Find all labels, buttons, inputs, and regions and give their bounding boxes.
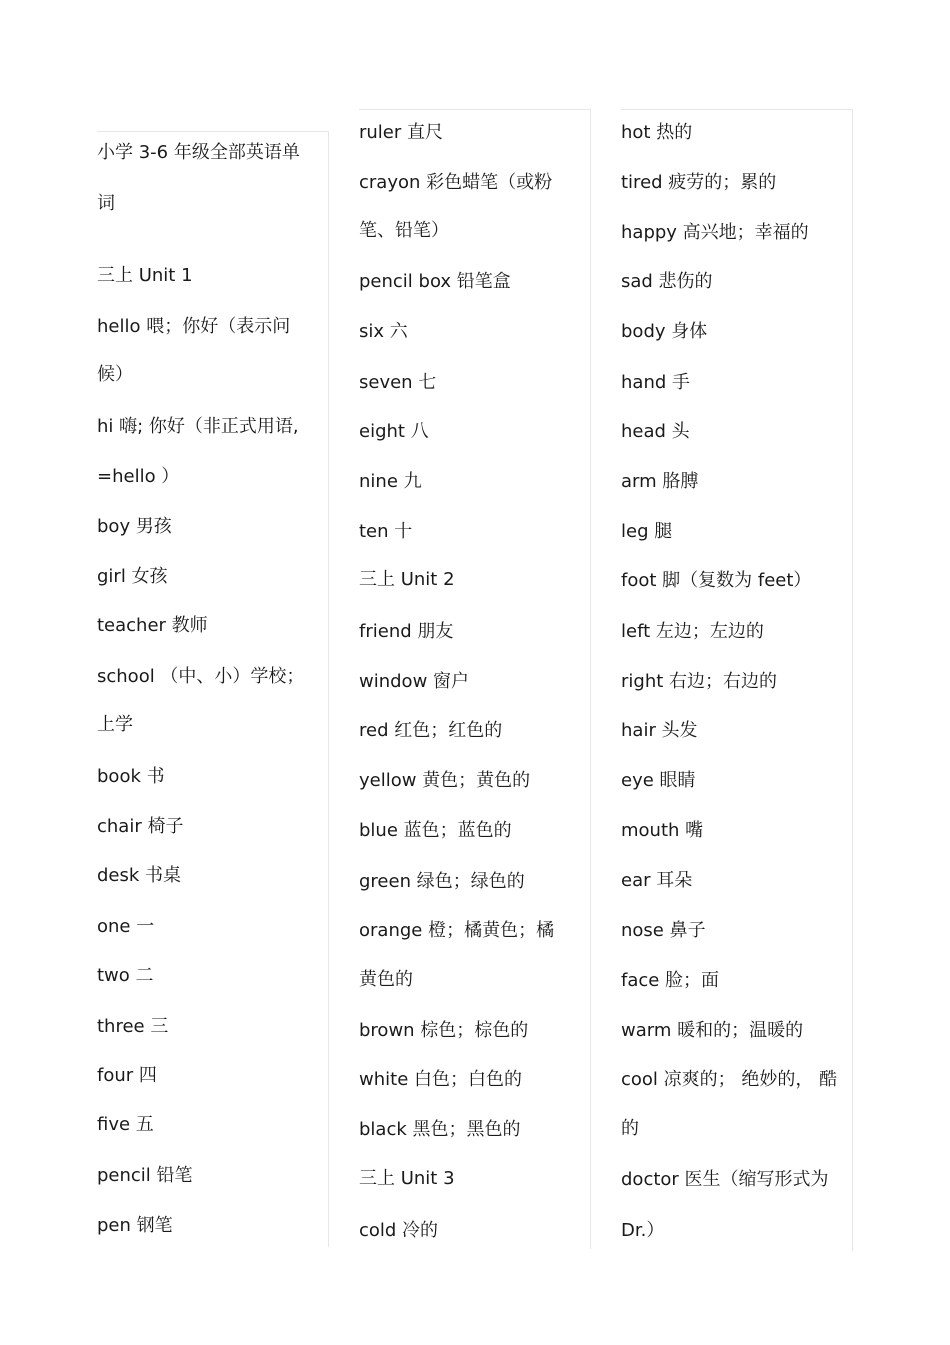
- vocab-column-1: [97, 131, 329, 1247]
- vocab-entry: teacher 教师: [97, 615, 208, 636]
- vocab-entry-cont: 候）: [97, 364, 133, 385]
- vocab-entry: black 黑色；黑色的: [359, 1119, 521, 1140]
- vocab-entry-cont: 黄色的: [359, 969, 413, 990]
- vocab-entry: leg 腿: [621, 521, 673, 542]
- vocab-entry-cont: Dr.）: [621, 1220, 665, 1241]
- vocab-entry: book 书: [97, 766, 165, 787]
- vocab-entry: four 四: [97, 1065, 157, 1086]
- vocab-entry: pencil 铅笔: [97, 1165, 193, 1186]
- vocab-entry: hand 手: [621, 372, 690, 393]
- vocab-entry: boy 男孩: [97, 516, 172, 537]
- vocab-entry: mouth 嘴: [621, 820, 704, 841]
- vocab-entry: three 三: [97, 1016, 169, 1037]
- vocab-column-2: [359, 109, 591, 1249]
- vocab-entry: right 右边；右边的: [621, 671, 778, 692]
- vocab-entry: girl 女孩: [97, 566, 168, 587]
- vocab-entry: window 窗户: [359, 671, 470, 692]
- vocab-entry: chair 椅子: [97, 816, 184, 837]
- vocab-entry: white 白色；白色的: [359, 1069, 522, 1090]
- vocab-entry: ruler 直尺: [359, 122, 444, 143]
- unit-heading: 三上 Unit 2: [359, 569, 455, 590]
- vocab-entry-cont: 的: [621, 1118, 639, 1139]
- vocab-entry: desk 书桌: [97, 865, 182, 886]
- vocab-entry: pen 钢笔: [97, 1215, 173, 1236]
- vocab-entry: happy 高兴地；幸福的: [621, 222, 809, 243]
- vocab-entry: body 身体: [621, 321, 708, 342]
- vocab-entry: six 六: [359, 321, 408, 342]
- vocab-entry: brown 棕色；棕色的: [359, 1020, 529, 1041]
- vocab-entry: nose 鼻子: [621, 920, 706, 941]
- vocab-entry: one 一: [97, 916, 155, 937]
- vocab-entry: sad 悲伤的: [621, 271, 713, 292]
- vocab-entry: yellow 黄色；黄色的: [359, 770, 531, 791]
- vocab-entry-cont: 上学: [97, 714, 133, 735]
- vocab-entry: arm 胳膊: [621, 471, 699, 492]
- vocab-entry: eye 眼睛: [621, 770, 696, 791]
- doc-title-line-1: 小学 3-6 年级全部英语单: [97, 142, 300, 163]
- vocab-entry: ten 十: [359, 521, 413, 542]
- vocab-entry: hot 热的: [621, 122, 693, 143]
- vocab-entry: hello 喂；你好（表示问: [97, 316, 291, 337]
- vocab-entry: eight 八: [359, 421, 429, 442]
- vocab-entry: orange 橙；橘黄色；橘: [359, 920, 555, 941]
- vocab-column-3: [621, 109, 853, 1251]
- vocab-entry: friend 朋友: [359, 621, 454, 642]
- vocab-entry: crayon 彩色蜡笔（或粉: [359, 172, 553, 193]
- vocab-entry: seven 七: [359, 372, 437, 393]
- vocab-entry: cool 凉爽的； 绝妙的， 酷: [621, 1069, 838, 1090]
- vocab-entry: face 脸；面: [621, 970, 720, 991]
- vocab-entry: red 红色；红色的: [359, 720, 503, 741]
- vocab-entry: blue 蓝色；蓝色的: [359, 820, 512, 841]
- unit-heading: 三上 Unit 1: [97, 265, 193, 286]
- vocab-entry: head 头: [621, 421, 690, 442]
- vocab-entry-cont: 笔、铅笔）: [359, 220, 449, 241]
- vocab-entry: left 左边；左边的: [621, 621, 764, 642]
- unit-heading: 三上 Unit 3: [359, 1168, 455, 1189]
- vocab-entry: doctor 医生（缩写形式为: [621, 1169, 829, 1190]
- vocab-entry: cold 冷的: [359, 1220, 439, 1241]
- vocab-entry: five 五: [97, 1114, 154, 1135]
- vocab-entry: hair 头发: [621, 720, 698, 741]
- doc-title-line-2: 词: [97, 193, 115, 214]
- vocab-entry: warm 暖和的；温暖的: [621, 1020, 804, 1041]
- vocab-entry: school （中、小）学校；: [97, 666, 305, 687]
- vocab-entry-cont: =hello ）: [97, 466, 180, 487]
- vocab-entry: tired 疲劳的；累的: [621, 172, 777, 193]
- vocab-entry: two 二: [97, 965, 154, 986]
- vocab-entry: foot 脚（复数为 feet）: [621, 570, 812, 591]
- vocab-entry: ear 耳朵: [621, 870, 693, 891]
- vocab-entry: green 绿色；绿色的: [359, 871, 525, 892]
- vocab-entry: hi 嗨; 你好（非正式用语,: [97, 416, 299, 437]
- vocab-entry: nine 九: [359, 471, 422, 492]
- vocab-entry: pencil box 铅笔盒: [359, 271, 511, 292]
